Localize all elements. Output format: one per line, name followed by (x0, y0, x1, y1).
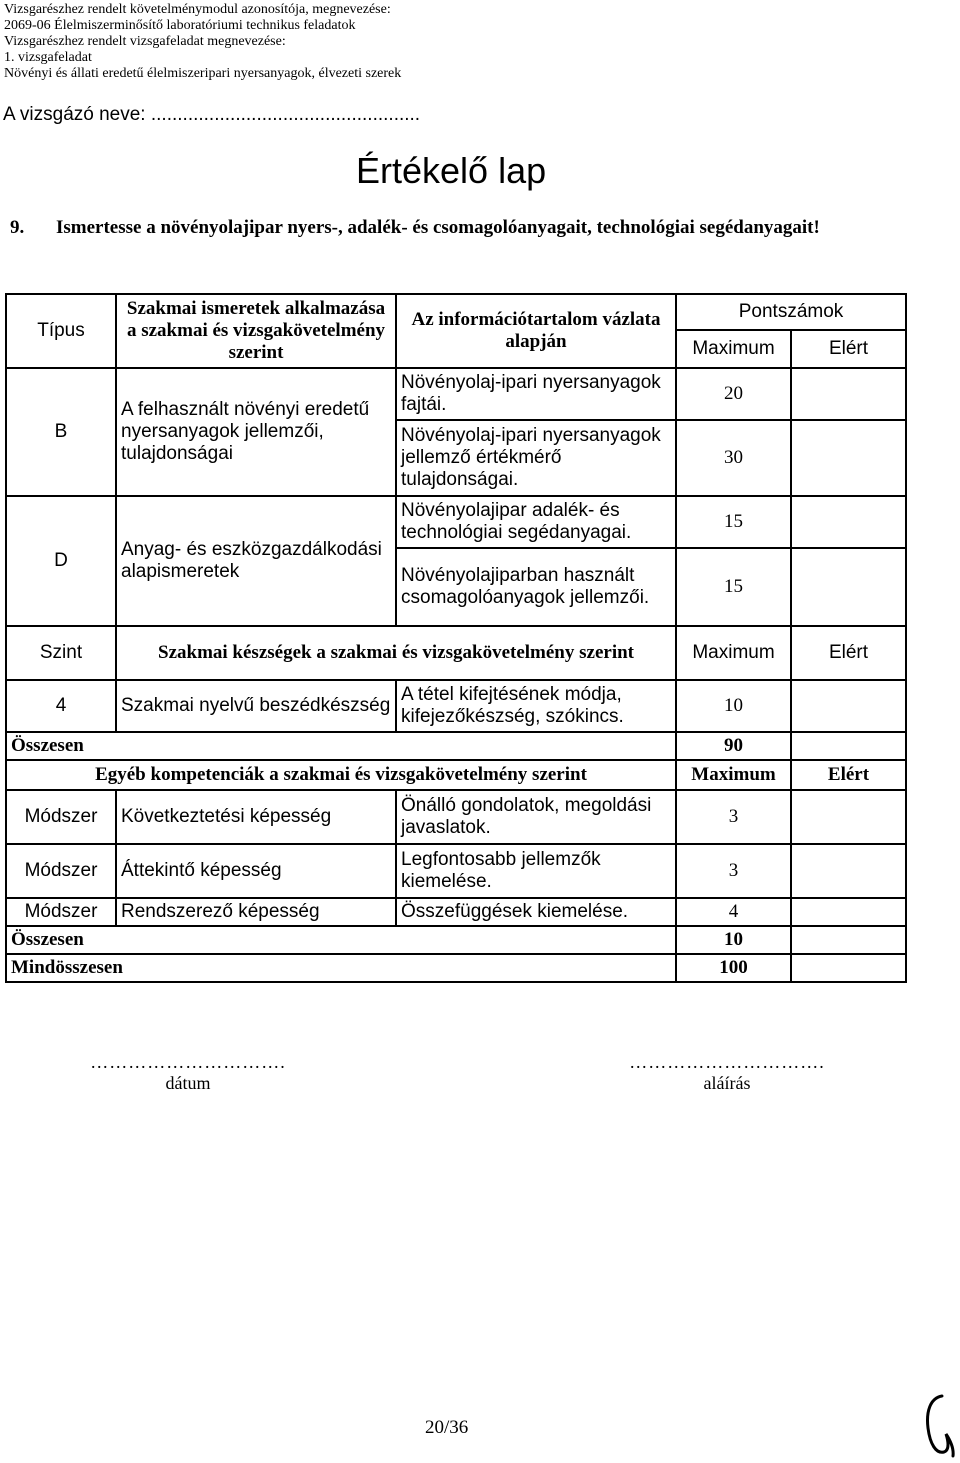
signature-line: …………………………. (629, 1052, 825, 1072)
header-egyeb-kompetenciak: Egyéb kompetenciák a szakmai és vizsgakövetelmény szerint (6, 760, 676, 790)
topic-cell: A felhasznált növényi eredetű nyersanyagok jellemzői, tulajdonságai (116, 368, 396, 496)
level-cell: 4 (6, 680, 116, 732)
maximum-cell: 10 (676, 680, 791, 732)
header-elert: Elért (791, 760, 906, 790)
header-pontszamok: Pontszámok (676, 294, 906, 330)
grand-total-label: Mindösszesen (6, 954, 676, 982)
question-number: 9. (10, 217, 25, 238)
page-number: 20/36 (425, 1417, 469, 1438)
topic-cell: Anyag- és eszközgazdálkodási alapismeretek (116, 496, 396, 626)
elert-cell[interactable] (791, 732, 906, 760)
subtotal-value: 90 (676, 732, 791, 760)
elert-cell[interactable] (791, 496, 906, 548)
header-line: Vizsgarészhez rendelt vizsgafeladat megnevezése: (4, 34, 286, 49)
header-maximum: Maximum (676, 330, 791, 368)
header-elert: Elért (791, 626, 906, 680)
elert-cell[interactable] (791, 420, 906, 496)
signature-block (597, 1052, 857, 1094)
elert-cell[interactable] (791, 926, 906, 954)
method-cell: Módszer (6, 844, 116, 898)
info-cell: Összefüggések kiemelése. (396, 898, 676, 926)
question-text: Ismertesse a növényolajipar nyers-, adalék- és csomagolóanyagait, technológiai segédanyagait! (56, 217, 820, 238)
header-maximum: Maximum (676, 760, 791, 790)
info-cell: Legfontosabb jellemzők kiemelése. (396, 844, 676, 898)
type-cell: B (6, 368, 116, 496)
elert-cell[interactable] (791, 844, 906, 898)
examinee-name-field: A vizsgázó neve: ................................................... (3, 104, 421, 125)
elert-cell[interactable] (791, 680, 906, 732)
elert-cell[interactable] (791, 954, 906, 982)
date-label: dátum (165, 1073, 211, 1093)
subtotal-label: Összesen (6, 732, 676, 760)
skill-cell: Rendszerező képesség (116, 898, 396, 926)
maximum-cell: 3 (676, 790, 791, 844)
elert-cell[interactable] (791, 790, 906, 844)
maximum-cell: 20 (676, 368, 791, 420)
method-cell: Módszer (6, 790, 116, 844)
header-line: Növényi és állati eredetű élelmiszeripari nyersanyagok, élvezeti szerek (4, 66, 402, 81)
header-elert: Elért (791, 330, 906, 368)
header-informaciotartalom: Az információtartalom vázlata alapján (396, 294, 676, 368)
header-szakmai-ismeretek: Szakmai ismeretek alkalmazása a szakmai és vizsgakövetelmény szerint (116, 294, 396, 368)
info-cell: Növényolaj-ipari nyersanyagok fajtái. (396, 368, 676, 420)
elert-cell[interactable] (791, 548, 906, 626)
header-line: 1. vizsgafeladat (4, 50, 92, 65)
header-line: 2069-06 Élelmiszerminősítő laboratóriumi technikus feladatok (4, 18, 356, 33)
question (10, 214, 910, 241)
signature-label: aláírás (703, 1073, 751, 1093)
header-szakmai-keszsegek: Szakmai készségek a szakmai és vizsgakövetelmény szerint (116, 626, 676, 680)
page-title: Értékelő lap (356, 150, 547, 191)
header-maximum: Maximum (676, 626, 791, 680)
date-signature-block (58, 1052, 318, 1094)
header-line: Vizsgarészhez rendelt követelménymodul azonosítója, megnevezése: (4, 2, 391, 17)
method-cell: Módszer (6, 898, 116, 926)
skill-cell: Áttekintő képesség (116, 844, 396, 898)
grand-total-value: 100 (676, 954, 791, 982)
subtotal-label: Összesen (6, 926, 676, 954)
header-szint: Szint (6, 626, 116, 680)
header-tipus: Típus (6, 294, 116, 368)
document-header (4, 2, 401, 82)
date-line: …………………………. (90, 1052, 286, 1072)
skill-cell: Következtetési képesség (116, 790, 396, 844)
maximum-cell: 15 (676, 548, 791, 626)
info-cell: Növényolaj-ipari nyersanyagok jellemző értékmérő tulajdonságai. (396, 420, 676, 496)
info-cell: A tétel kifejtésének módja, kifejezőkészség, szókincs. (396, 680, 676, 732)
elert-cell[interactable] (791, 368, 906, 420)
info-cell: Önálló gondolatok, megoldási javaslatok. (396, 790, 676, 844)
maximum-cell: 15 (676, 496, 791, 548)
maximum-cell: 4 (676, 898, 791, 926)
maximum-cell: 30 (676, 420, 791, 496)
maximum-cell: 3 (676, 844, 791, 898)
type-cell: D (6, 496, 116, 626)
info-cell: Növényolajiparban használt csomagolóanyagok jellemzői. (396, 548, 676, 626)
skill-cell: Szakmai nyelvű beszédkészség (116, 680, 396, 732)
handwritten-mark-icon (920, 1390, 956, 1458)
subtotal-value: 10 (676, 926, 791, 954)
elert-cell[interactable] (791, 898, 906, 926)
evaluation-table (5, 293, 907, 983)
info-cell: Növényolajipar adalék- és technológiai segédanyagai. (396, 496, 676, 548)
